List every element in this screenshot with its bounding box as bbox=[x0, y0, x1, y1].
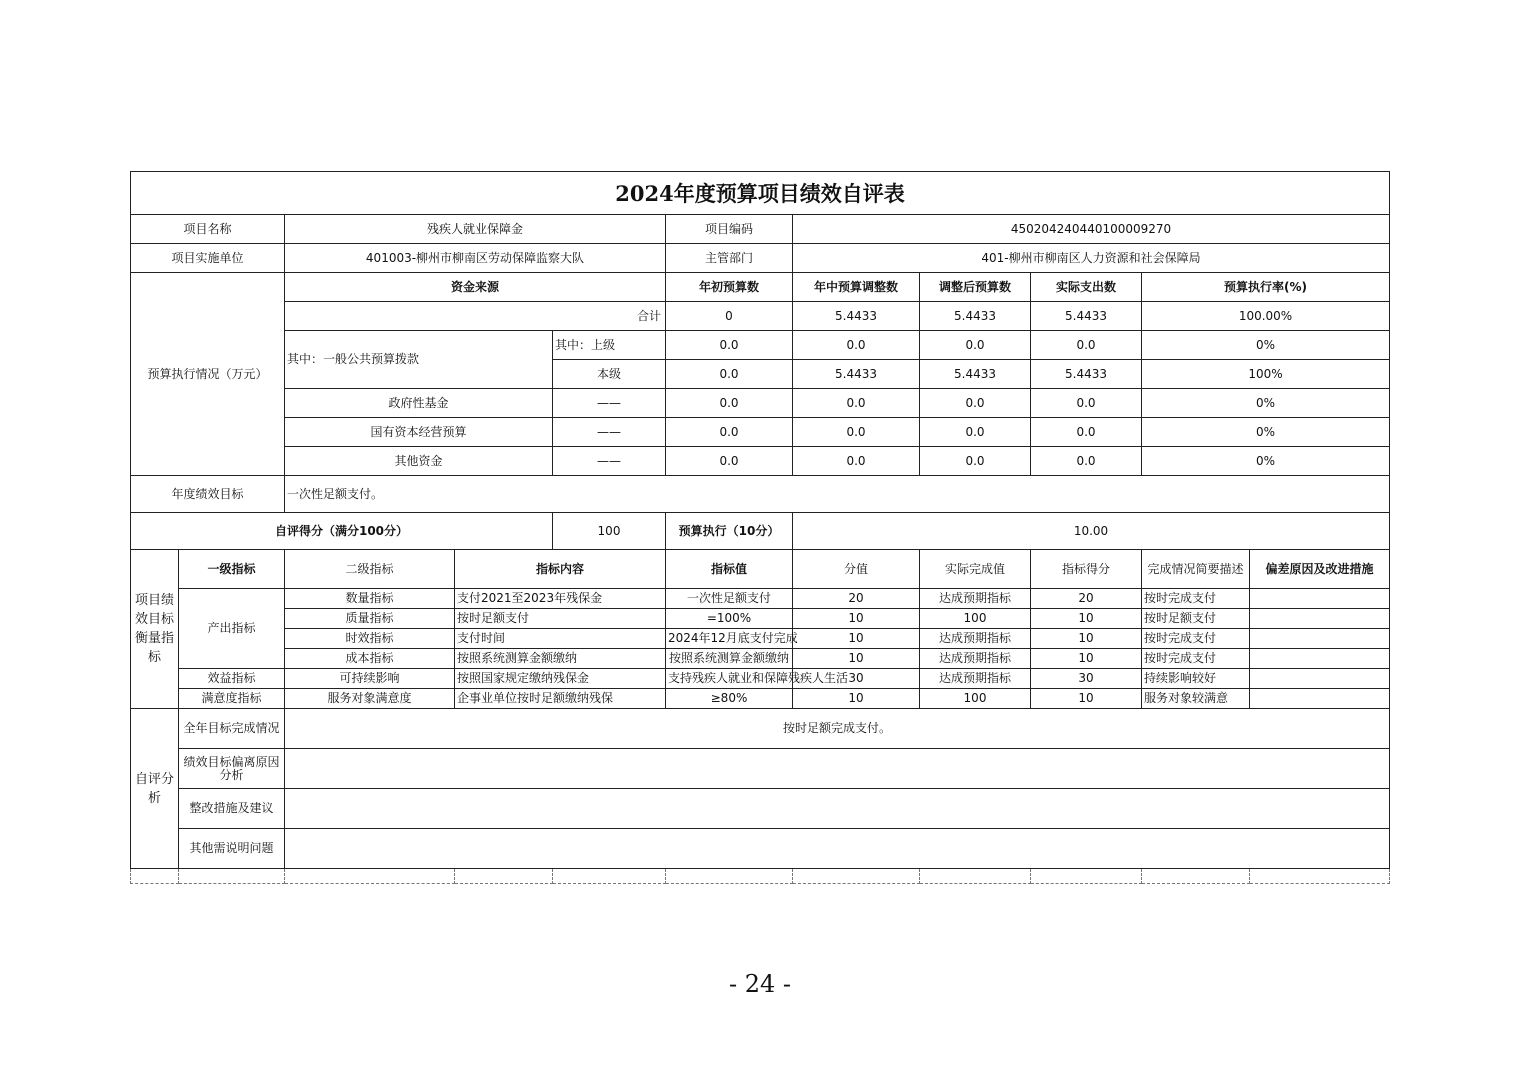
trailing-cell bbox=[920, 869, 1031, 884]
indicator-score: 30 bbox=[1031, 669, 1142, 689]
budget-row-actual: 5.4433 bbox=[1031, 360, 1142, 389]
indicator-content: 企事业单位按时足额缴纳残保 bbox=[455, 689, 666, 709]
exec-label: 预算执行（10分） bbox=[666, 513, 793, 550]
budget-row-adjusted: 0.0 bbox=[920, 331, 1031, 360]
budget-row-label: 国有资本经营预算 bbox=[285, 418, 553, 447]
trailing-cell bbox=[285, 869, 455, 884]
indicator-target: =100% bbox=[666, 609, 793, 629]
goal-value: 一次性足额支付。 bbox=[285, 476, 1390, 513]
indicator-score: 20 bbox=[1031, 589, 1142, 609]
unit-label: 项目实施单位 bbox=[131, 244, 285, 273]
budget-row-adjust: 0.0 bbox=[793, 447, 920, 476]
budget-row-actual: 0.0 bbox=[1031, 389, 1142, 418]
indicator-header: 偏差原因及改进措施 bbox=[1250, 550, 1390, 589]
trailing-cell bbox=[793, 869, 920, 884]
indicator-l2: 成本指标 bbox=[285, 649, 455, 669]
dept-label: 主管部门 bbox=[666, 244, 793, 273]
budget-row-initial: 0.0 bbox=[666, 418, 793, 447]
analysis-label: 整改措施及建议 bbox=[179, 789, 285, 829]
budget-row-label: 其中：上级 bbox=[553, 331, 666, 360]
indicator-score: 10 bbox=[1031, 689, 1142, 709]
indicator-actual: 达成预期指标 bbox=[920, 669, 1031, 689]
budget-row-initial: 0.0 bbox=[666, 331, 793, 360]
analysis-value bbox=[285, 749, 1390, 789]
indicator-reason bbox=[1250, 609, 1390, 629]
project-code-label: 项目编码 bbox=[666, 215, 793, 244]
indicator-points: 10 bbox=[793, 689, 920, 709]
analysis-section-label: 自评分析 bbox=[131, 709, 179, 869]
budget-row-actual: 0.0 bbox=[1031, 447, 1142, 476]
trailing-cell bbox=[1250, 869, 1390, 884]
indicator-l2: 质量指标 bbox=[285, 609, 455, 629]
budget-row-label: 本级 bbox=[553, 360, 666, 389]
indicator-reason bbox=[1250, 689, 1390, 709]
performance-table bbox=[130, 171, 1390, 884]
indicator-l2: 可持续影响 bbox=[285, 669, 455, 689]
indicator-actual: 达成预期指标 bbox=[920, 649, 1031, 669]
budget-row-adjusted: 0.0 bbox=[920, 447, 1031, 476]
goal-label: 年度绩效目标 bbox=[131, 476, 285, 513]
indicator-header: 一级指标 bbox=[179, 550, 285, 589]
indicator-actual: 达成预期指标 bbox=[920, 629, 1031, 649]
indicator-points: 30 bbox=[793, 669, 920, 689]
indicator-header: 二级指标 bbox=[285, 550, 455, 589]
indicator-points: 10 bbox=[793, 649, 920, 669]
indicator-target: ≥80% bbox=[666, 689, 793, 709]
indicator-l2: 数量指标 bbox=[285, 589, 455, 609]
budget-row-sub: —— bbox=[553, 418, 666, 447]
indicator-reason bbox=[1250, 589, 1390, 609]
indicator-points: 10 bbox=[793, 609, 920, 629]
analysis-value: 按时足额完成支付。 bbox=[285, 709, 1390, 749]
indicator-desc: 按时完成支付 bbox=[1142, 629, 1250, 649]
budget-total-rate: 100.00% bbox=[1142, 302, 1390, 331]
indicator-reason bbox=[1250, 629, 1390, 649]
indicator-l2: 服务对象满意度 bbox=[285, 689, 455, 709]
budget-total-adjust: 5.4433 bbox=[793, 302, 920, 331]
budget-row-adjust: 0.0 bbox=[793, 389, 920, 418]
table-title: 2024年度预算项目绩效自评表 bbox=[131, 172, 1390, 215]
project-name-label: 项目名称 bbox=[131, 215, 285, 244]
budget-row-sub: —— bbox=[553, 447, 666, 476]
indicator-actual: 100 bbox=[920, 609, 1031, 629]
indicator-header: 分值 bbox=[793, 550, 920, 589]
indicator-target: 支持残疾人就业和保障残疾人生活 bbox=[666, 669, 793, 689]
indicator-header: 指标得分 bbox=[1031, 550, 1142, 589]
page-number: - 24 - bbox=[728, 970, 791, 998]
indicator-desc: 服务对象较满意 bbox=[1142, 689, 1250, 709]
indicator-target: 一次性足额支付 bbox=[666, 589, 793, 609]
budget-row-adjust: 0.0 bbox=[793, 331, 920, 360]
budget-header-actual: 实际支出数 bbox=[1031, 273, 1142, 302]
indicator-content: 按照系统测算金额缴纳 bbox=[455, 649, 666, 669]
trailing-cell bbox=[553, 869, 666, 884]
indicator-score: 10 bbox=[1031, 609, 1142, 629]
budget-row-rate: 0% bbox=[1142, 389, 1390, 418]
indicator-desc: 按时足额支付 bbox=[1142, 609, 1250, 629]
budget-total-adjusted: 5.4433 bbox=[920, 302, 1031, 331]
budget-row-actual: 0.0 bbox=[1031, 331, 1142, 360]
project-name: 残疾人就业保障金 bbox=[285, 215, 666, 244]
analysis-value bbox=[285, 829, 1390, 869]
budget-row-rate: 0% bbox=[1142, 331, 1390, 360]
benefit-l1: 效益指标 bbox=[179, 669, 285, 689]
indicators-section-label: 项目绩效目标衡量指标 bbox=[131, 550, 179, 709]
indicator-header: 实际完成值 bbox=[920, 550, 1031, 589]
indicator-desc: 持续影响较好 bbox=[1142, 669, 1250, 689]
indicator-desc: 按时完成支付 bbox=[1142, 589, 1250, 609]
satisfaction-l1: 满意度指标 bbox=[179, 689, 285, 709]
indicator-l2: 时效指标 bbox=[285, 629, 455, 649]
budget-header-adjusted: 调整后预算数 bbox=[920, 273, 1031, 302]
budget-row-rate: 100% bbox=[1142, 360, 1390, 389]
indicator-reason bbox=[1250, 669, 1390, 689]
budget-row-initial: 0.0 bbox=[666, 389, 793, 418]
indicator-target: 2024年12月底支付完成 bbox=[666, 629, 793, 649]
indicator-content: 支付时间 bbox=[455, 629, 666, 649]
analysis-label: 其他需说明问题 bbox=[179, 829, 285, 869]
exec-value: 10.00 bbox=[793, 513, 1390, 550]
budget-section-label: 预算执行情况（万元） bbox=[131, 273, 285, 476]
indicator-actual: 100 bbox=[920, 689, 1031, 709]
indicator-target: 按照系统测算金额缴纳 bbox=[666, 649, 793, 669]
budget-row-adjusted: 5.4433 bbox=[920, 360, 1031, 389]
budget-row-label: 政府性基金 bbox=[285, 389, 553, 418]
trailing-cell bbox=[455, 869, 553, 884]
budget-row-rate: 0% bbox=[1142, 418, 1390, 447]
dept: 401-柳州市柳南区人力资源和社会保障局 bbox=[793, 244, 1390, 273]
analysis-label: 全年目标完成情况 bbox=[179, 709, 285, 749]
budget-row-initial: 0.0 bbox=[666, 360, 793, 389]
budget-row-rate: 0% bbox=[1142, 447, 1390, 476]
budget-header-initial: 年初预算数 bbox=[666, 273, 793, 302]
trailing-cell bbox=[1142, 869, 1250, 884]
budget-total-initial: 0 bbox=[666, 302, 793, 331]
indicator-actual: 达成预期指标 bbox=[920, 589, 1031, 609]
indicator-header: 指标值 bbox=[666, 550, 793, 589]
score-value: 100 bbox=[553, 513, 666, 550]
output-indicator-label: 产出指标 bbox=[179, 589, 285, 669]
indicator-reason bbox=[1250, 649, 1390, 669]
budget-row-adjust: 5.4433 bbox=[793, 360, 920, 389]
budget-row-label: 其他资金 bbox=[285, 447, 553, 476]
indicator-content: 按时足额支付 bbox=[455, 609, 666, 629]
budget-row-actual: 0.0 bbox=[1031, 418, 1142, 447]
indicator-desc: 按时完成支付 bbox=[1142, 649, 1250, 669]
indicator-score: 10 bbox=[1031, 629, 1142, 649]
indicator-points: 20 bbox=[793, 589, 920, 609]
budget-row-sub: —— bbox=[553, 389, 666, 418]
indicator-header: 完成情况简要描述 bbox=[1142, 550, 1250, 589]
indicator-content: 支付2021至2023年残保金 bbox=[455, 589, 666, 609]
indicator-score: 10 bbox=[1031, 649, 1142, 669]
trailing-cell bbox=[131, 869, 179, 884]
analysis-label: 绩效目标偏离原因分析 bbox=[179, 749, 285, 789]
budget-general-label: 其中：一般公共预算拨款 bbox=[285, 331, 553, 389]
indicator-content: 按照国家规定缴纳残保金 bbox=[455, 669, 666, 689]
budget-row-adjust: 0.0 bbox=[793, 418, 920, 447]
budget-row-adjusted: 0.0 bbox=[920, 418, 1031, 447]
budget-row-initial: 0.0 bbox=[666, 447, 793, 476]
budget-total-actual: 5.4433 bbox=[1031, 302, 1142, 331]
analysis-value bbox=[285, 789, 1390, 829]
trailing-cell bbox=[1031, 869, 1142, 884]
indicator-header: 指标内容 bbox=[455, 550, 666, 589]
budget-header-adjust: 年中预算调整数 bbox=[793, 273, 920, 302]
budget-row-adjusted: 0.0 bbox=[920, 389, 1031, 418]
trailing-cell bbox=[179, 869, 285, 884]
indicator-points: 10 bbox=[793, 629, 920, 649]
score-label: 自评得分（满分100分） bbox=[131, 513, 553, 550]
budget-header-source: 资金来源 bbox=[285, 273, 666, 302]
trailing-cell bbox=[666, 869, 793, 884]
budget-header-rate: 预算执行率(%) bbox=[1142, 273, 1390, 302]
budget-total-label: 合计 bbox=[285, 302, 666, 331]
project-code: 450204240440100009270 bbox=[793, 215, 1390, 244]
unit: 401003-柳州市柳南区劳动保障监察大队 bbox=[285, 244, 666, 273]
